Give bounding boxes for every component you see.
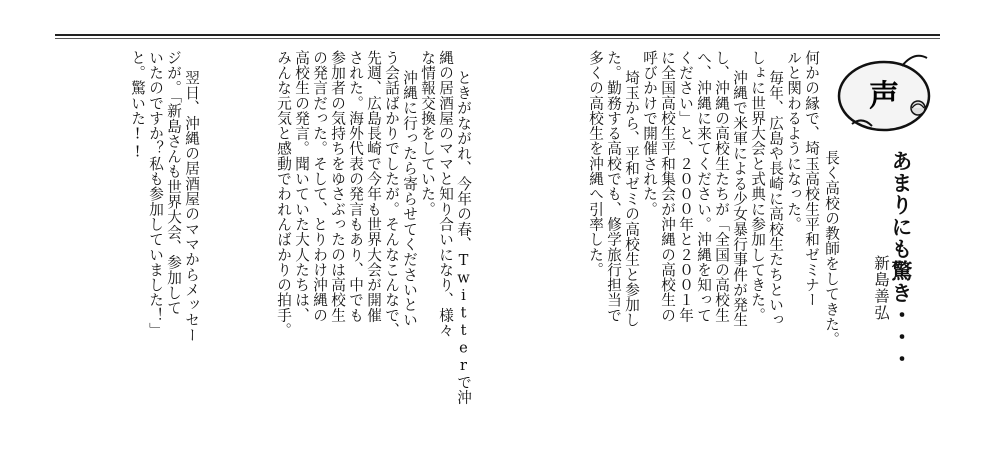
logo-text: 声 (869, 79, 899, 114)
text-column: 縄の居酒屋のママと知り合いになり、様々 (437, 50, 454, 338)
text-column: 翌日、沖縄の居酒屋のママからメッセー (183, 70, 200, 343)
text-column: しょに世界大会と式典に参加してきた。 (749, 50, 766, 323)
text-column: 先週、広島長崎で今年も世界大会が開催 (365, 50, 382, 323)
text-column: と。驚いた!! (129, 50, 146, 161)
text-column: 参加者の気持ちをゆさぶったのは高校生 (329, 50, 346, 323)
text-column: 沖縄に行ったら寄らせてくださいとい (401, 70, 418, 328)
text-column: の発言だった。そして、とりわけ沖縄の (311, 50, 328, 323)
text-column: た。勤務する高校でも、修学旅行担当で (605, 50, 622, 323)
text-column: 長く高校の教師をしてきた。 (823, 150, 840, 347)
text-column: に全国高校生平和集会が沖縄の高校生の (659, 50, 676, 323)
text-column: ください」と、２０００年と２００１年 (677, 50, 694, 323)
article-author: 新島善弘 (872, 255, 890, 321)
top-rule (55, 34, 940, 36)
text-column: ときがながれ、今年の春、Twitterで沖 (455, 70, 472, 405)
top-rule-thin (55, 38, 940, 39)
article-title: あまりにも驚き・・・ (889, 150, 914, 370)
text-column: された。海外代表の発言もあり、中でも (347, 50, 364, 323)
text-column: ルと関わるようになった。 (785, 50, 802, 232)
text-column: へ、沖縄に来てください。沖縄を知って (695, 50, 712, 323)
text-column: な情報交換をしていた。 (419, 50, 436, 217)
voice-logo-icon (832, 46, 942, 136)
text-column: みんな元気と感動でわれんばかりの拍手。 (275, 50, 292, 338)
text-column: 何かの縁で、埼玉高校生平和ゼミナー (803, 50, 820, 308)
text-column: 呼びかけで開催された。 (641, 50, 658, 217)
text-column: 多くの高校生を沖縄へ引率した。 (587, 50, 604, 278)
text-column: 埼玉から、平和ゼミの高校生と参加し (623, 70, 640, 328)
text-column: 高校生の発言。聞いていた大人たちは、 (293, 50, 310, 323)
text-column: いたのですか？私も参加していました！」 (147, 50, 164, 338)
text-column: 沖縄で米軍による少女暴行事件が発生 (731, 70, 748, 328)
text-column: し、沖縄の高校生たちが「全国の高校生 (713, 50, 730, 323)
text-column: ジが。「新島さんも世界大会、参加して (165, 50, 182, 316)
text-column: う会話ばかりでしたが。そんなこんなで、 (383, 50, 400, 338)
text-column: 毎年、広島や長崎に高校生たちといっ (767, 70, 784, 328)
